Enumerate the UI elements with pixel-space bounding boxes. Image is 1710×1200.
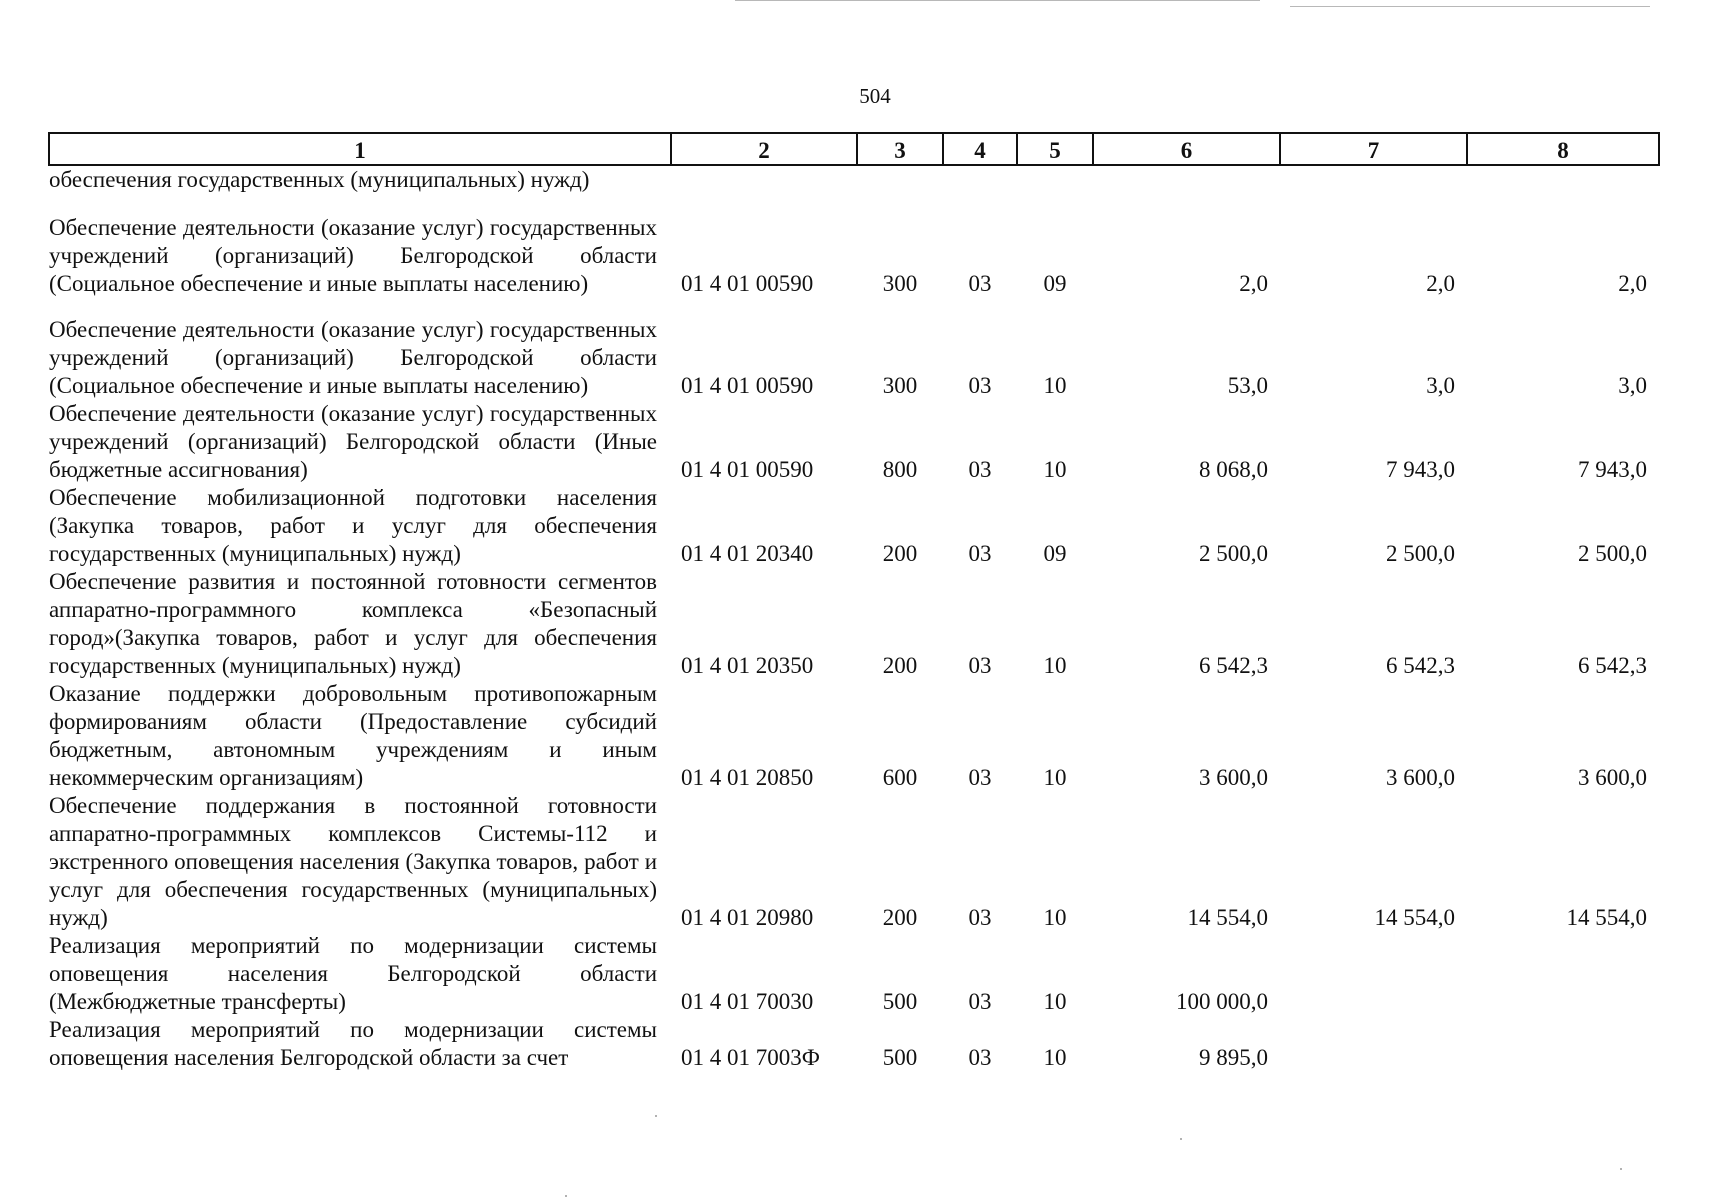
page-number: 504 (859, 84, 891, 108)
row-section: 03 (968, 373, 992, 398)
row-description: Обеспечение деятельности (оказание услуг) государственных учреждений (организаций) Белгородской области (Социальное обеспечение и иные выплаты населению) (49, 317, 657, 398)
row-value-6: 2 500,0 (1199, 541, 1268, 566)
row-section: 03 (968, 765, 992, 790)
scan-artifact-line (1290, 6, 1650, 7)
row-section: 03 (968, 541, 992, 566)
row-value-7: 3,0 (1426, 373, 1455, 398)
row-expense-type: 200 (882, 541, 918, 566)
row-subsection: 10 (1043, 1045, 1067, 1070)
row-value-8: 2 500,0 (1578, 541, 1647, 566)
row-value-6 (1093, 165, 1280, 194)
row-code: 01 4 01 00590 (681, 457, 814, 482)
scan-speck (565, 1195, 567, 1197)
row-code: 01 4 01 20340 (681, 541, 814, 566)
row-subsection: 10 (1043, 905, 1067, 930)
row-value-8 (1467, 1016, 1659, 1072)
table-row (49, 1016, 1659, 1072)
row-value-6: 2,0 (1239, 271, 1268, 296)
budget-table-sheet (48, 132, 1658, 1072)
row-description: Обеспечение деятельности (оказание услуг) государственных учреждений (организаций) Белгородской области (Иные бюджетные ассигнования) (49, 401, 657, 482)
row-value-7: 2,0 (1426, 271, 1455, 296)
row-section: 03 (968, 989, 992, 1014)
row-value-6: 100 000,0 (1176, 989, 1268, 1014)
row-value-7: 2 500,0 (1386, 541, 1455, 566)
table-row (49, 680, 1659, 792)
row-value-6: 14 554,0 (1187, 905, 1268, 930)
row-value-6: 8 068,0 (1199, 457, 1268, 482)
row-value-8: 6 542,3 (1578, 653, 1647, 678)
row-expense-type: 500 (882, 1045, 918, 1070)
row-section: 03 (968, 457, 992, 482)
row-value-7: 7 943,0 (1386, 457, 1455, 482)
row-subsection (1017, 165, 1093, 194)
scan-speck (1180, 1138, 1182, 1140)
column-header-3: 3 (857, 133, 943, 165)
row-section: 03 (968, 1045, 992, 1070)
row-code: 01 4 01 7003Ф (681, 1045, 820, 1070)
row-value-8: 2,0 (1618, 271, 1647, 296)
scan-artifact-line (735, 0, 1260, 1)
row-code: 01 4 01 00590 (681, 373, 814, 398)
scan-speck (1620, 1168, 1622, 1170)
row-description: Реализация мероприятий по модернизации системы оповещения населения Белгородской области (Межбюджетные трансферты) (49, 933, 657, 1014)
row-expense-type: 300 (882, 373, 918, 398)
row-subsection: 09 (1043, 271, 1067, 296)
row-description: обеспечения государственных (муниципальных) нужд) (49, 167, 590, 192)
row-value-6: 6 542,3 (1199, 653, 1268, 678)
row-code (671, 165, 857, 194)
row-value-6: 53,0 (1227, 373, 1268, 398)
column-header-1: 1 (49, 133, 671, 165)
row-description: Обеспечение деятельности (оказание услуг) государственных учреждений (организаций) Белгородской области (Социальное обеспечение и иные выплаты населению) (49, 215, 657, 296)
row-section: 03 (968, 905, 992, 930)
row-description: Обеспечение поддержания в постоянной готовности аппаратно-программных комплексов Системы-112 и экстренного оповещения населения (Закупка товаров, работ и услуг для обеспечения государственных (муниципальных) нужд) (49, 793, 657, 930)
row-value-6: 9 895,0 (1199, 1045, 1268, 1070)
row-value-8: 7 943,0 (1578, 457, 1647, 482)
table-row (49, 194, 1659, 298)
column-header-7: 7 (1280, 133, 1467, 165)
row-expense-type (857, 165, 943, 194)
row-code: 01 4 01 70030 (681, 989, 814, 1014)
row-expense-type: 200 (882, 905, 918, 930)
row-value-7: 3 600,0 (1386, 765, 1455, 790)
row-expense-type: 200 (882, 653, 918, 678)
row-subsection: 10 (1043, 373, 1067, 398)
row-value-8: 14 554,0 (1566, 905, 1647, 930)
row-value-8: 3,0 (1618, 373, 1647, 398)
row-section: 03 (968, 271, 992, 296)
table-row (49, 165, 1659, 194)
row-description: Обеспечение развития и постоянной готовности сегментов аппаратно-программного комплекса «Безопасный город»(Закупка товаров, работ и услуг для обеспечения государственных (муниципальных) нужд) (49, 569, 657, 678)
row-value-7: 14 554,0 (1374, 905, 1455, 930)
budget-table (48, 132, 1660, 1072)
scan-speck (655, 1115, 657, 1117)
row-code: 01 4 01 20850 (681, 765, 814, 790)
row-value-8 (1467, 932, 1659, 1016)
table-row (49, 568, 1659, 680)
row-value-8 (1467, 165, 1659, 194)
table-header-row (49, 133, 1659, 165)
row-code: 01 4 01 20350 (681, 653, 814, 678)
table-row (49, 484, 1659, 568)
row-subsection: 10 (1043, 989, 1067, 1014)
table-row (49, 932, 1659, 1016)
row-code: 01 4 01 00590 (681, 271, 814, 296)
row-value-6: 3 600,0 (1199, 765, 1268, 790)
row-description: Реализация мероприятий по модернизации системы оповещения населения Белгородской области за счет (49, 1017, 657, 1070)
row-expense-type: 600 (882, 765, 918, 790)
table-row (49, 298, 1659, 400)
row-subsection: 10 (1043, 457, 1067, 482)
column-header-4: 4 (943, 133, 1017, 165)
row-subsection: 10 (1043, 765, 1067, 790)
row-subsection: 10 (1043, 653, 1067, 678)
row-section: 03 (968, 653, 992, 678)
column-header-5: 5 (1017, 133, 1093, 165)
row-description: Обеспечение мобилизационной подготовки населения (Закупка товаров, работ и услуг для обеспечения государственных (муниципальных) нужд) (49, 485, 657, 566)
row-expense-type: 300 (882, 271, 918, 296)
column-header-8: 8 (1467, 133, 1659, 165)
row-subsection: 09 (1043, 541, 1067, 566)
row-value-7 (1280, 165, 1467, 194)
row-value-8: 3 600,0 (1578, 765, 1647, 790)
row-description: Оказание поддержки добровольным противопожарным формированиям области (Предоставление субсидий бюджетным, автономным учреждениям и иным некоммерческим организациям) (49, 681, 657, 790)
row-code: 01 4 01 20980 (681, 905, 814, 930)
row-value-7: 6 542,3 (1386, 653, 1455, 678)
table-body (49, 165, 1659, 1072)
row-expense-type: 800 (882, 457, 918, 482)
row-value-7 (1280, 932, 1467, 1016)
column-header-2: 2 (671, 133, 857, 165)
row-expense-type: 500 (882, 989, 918, 1014)
table-row (49, 792, 1659, 932)
column-header-6: 6 (1093, 133, 1280, 165)
row-section (943, 165, 1017, 194)
table-row (49, 400, 1659, 484)
row-value-7 (1280, 1016, 1467, 1072)
